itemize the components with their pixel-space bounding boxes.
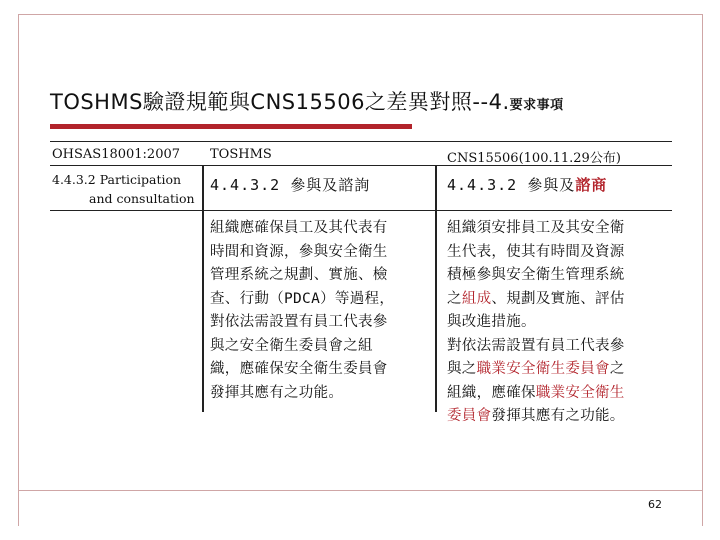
cns-text: 之 [447, 290, 462, 307]
frame-top-border [18, 14, 702, 15]
cns-line [447, 288, 625, 312]
cns-line [447, 405, 625, 429]
clause-line-2: and consultation [89, 191, 195, 206]
toshms-section-heading: 4.4.3.2 參與及諮詢 [210, 176, 371, 194]
cns-line: 積極參與安全衛生管理系統 [447, 267, 625, 283]
cns-paragraph [447, 217, 625, 429]
toshms-line: 時間和資源，參與安全衛生 [210, 243, 388, 260]
header-cns: CNS15506(100.11.29公布) [447, 151, 621, 166]
footer-divider [18, 490, 702, 491]
cns-line: 生代表，使其有時間及資源 [447, 243, 625, 260]
page-number: 62 [648, 498, 662, 511]
toshms-line: 管理系統之規劃、實施、檢 [210, 267, 388, 283]
toshms-line: 對依法需設置有員工代表參 [210, 314, 388, 330]
cns-line: 與改進措施。 [447, 314, 536, 330]
cns-section-highlight: 諮商 [575, 176, 608, 194]
cns-line [447, 358, 625, 382]
header-toshms: TOSHMS [210, 147, 272, 162]
cns-line: 對依法需設置有員工代表參 [447, 337, 625, 354]
table-section-rule [50, 210, 672, 211]
cns-text: 、規劃及實施、評估 [491, 290, 625, 307]
cns-text: 組織，應確保 [447, 384, 536, 401]
frame-left-border [18, 14, 19, 526]
frame-right-border [702, 14, 703, 526]
cns-line [447, 382, 625, 406]
toshms-line: 發揮其應有之功能。 [210, 384, 344, 401]
table-divider-1 [202, 166, 204, 412]
slide-title [50, 86, 564, 116]
title-underline [50, 124, 412, 129]
toshms-line: 組織應確保員工及其代表有 [210, 220, 388, 236]
cns-highlight: 職業安全衛生 [535, 384, 625, 401]
cns-line: 組織須安排員工及其安全衛 [447, 220, 625, 236]
cns-text: 之 [609, 361, 625, 377]
toshms-line: 織，應確保安全衛生委員會 [210, 361, 388, 377]
toshms-paragraph [210, 217, 394, 405]
toshms-line: 與之安全衛生委員會之組 [210, 337, 373, 354]
cns-section-prefix: 4.4.3.2 參與及 [447, 176, 576, 194]
cns-text: 發揮其應有之功能。 [491, 408, 625, 424]
cns-highlight: 職業安全衛生委員會 [476, 361, 610, 377]
cns-section-heading [447, 174, 607, 195]
toshms-line: 查、行動（PDCA）等過程， [210, 290, 395, 307]
slide-title-main: TOSHMS驗證規範與CNS15506之差異對照--4. [50, 90, 510, 114]
header-ohsas: OHSAS18001:2007 [52, 147, 181, 162]
clause-line-1: 4.4.3.2 Participation [52, 172, 182, 187]
slide-title-suffix: 要求事項 [509, 98, 564, 113]
cns-highlight: 委員會 [447, 408, 492, 424]
cns-highlight: 組成 [461, 290, 492, 307]
table-top-rule [50, 141, 672, 142]
cns-text: 與之 [447, 361, 477, 377]
table-divider-2 [435, 166, 437, 412]
